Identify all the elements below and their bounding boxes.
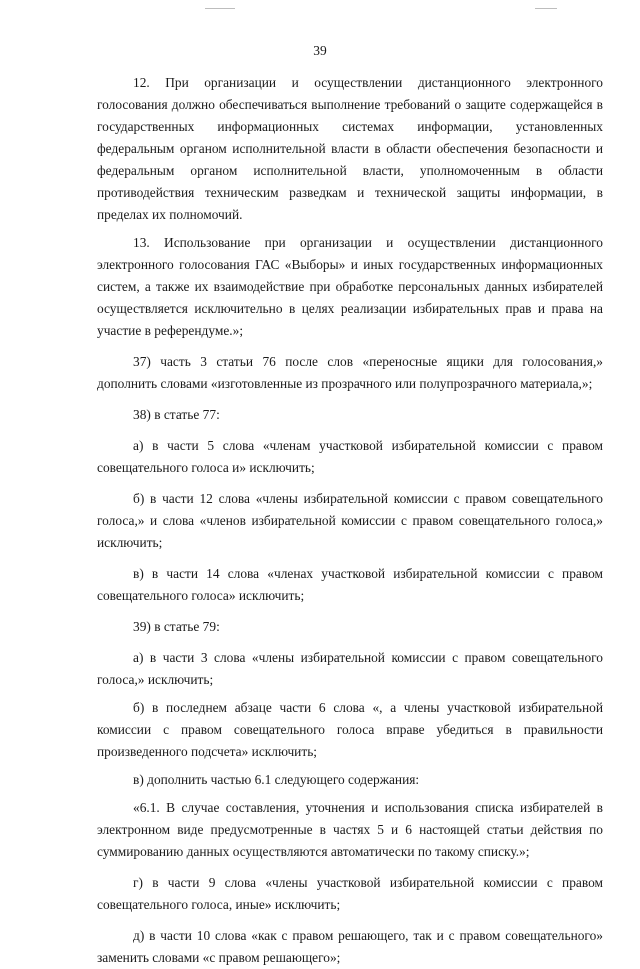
document-body <box>97 72 603 969</box>
paragraph-amendment-38: 38) в статье 77: <box>133 407 220 422</box>
paragraph-item-12: 12. При организации и осуществлении дистанционного электронного голосования должно обеспечиваться выполнение требований о защите содержащейся в государственных информационных системах информации, установленных федеральным органом исполнительной власти в области обеспечения безопасности и федеральным органом исполнительной власти, уполномоченным в области противодействия техническим разведкам и технической защиты информации, в пределах их полномочий. <box>97 75 603 222</box>
paragraph-quoted-6-1: «6.1. В случае составления, уточнения и использования списка избирателей в электронном виде предусмотренные в частях 5 и 6 настоящей статьи действия по суммированию данных осуществляются автоматически по такому списку.»; <box>97 800 603 859</box>
paragraph-subitem-39a: а) в части 3 слова «члены избирательной комиссии с правом совещательного голоса,» исключить; <box>97 650 603 687</box>
scan-artifact-mark <box>535 8 557 9</box>
paragraph-subitem-38b: б) в части 12 слова «члены избирательной комиссии с правом совещательного голоса,» и слова «членов избирательной комиссии с правом совещательного голоса,» исключить; <box>97 491 603 550</box>
paragraph-amendment-37: 37) часть 3 статьи 76 после слов «переносные ящики для голосования,» дополнить словами «изготовленные из прозрачного или полупрозрачного материала,»; <box>97 354 603 391</box>
scan-artifact-mark <box>205 8 235 9</box>
paragraph-subitem-39d: д) в части 10 слова «как с правом решающего, так и с правом совещательного» заменить словами «с правом решающего»; <box>97 928 603 965</box>
paragraph-subitem-39g: г) в части 9 слова «члены участковой избирательной комиссии с правом совещательного голоса, иные» исключить; <box>97 875 603 912</box>
page-number: 39 <box>313 43 327 58</box>
paragraph-subitem-39b: б) в последнем абзаце части 6 слова «, а члены участковой избирательной комиссии с правом совещательного голоса вправе убедиться в правильности произведенного подсчета» исключить; <box>97 700 603 759</box>
paragraph-subitem-38v: в) в части 14 слова «членах участковой избирательной комиссии с правом совещательного голоса» исключить; <box>97 566 603 603</box>
paragraph-subitem-39v: в) дополнить частью 6.1 следующего содержания: <box>133 772 420 787</box>
paragraph-subitem-38a: а) в части 5 слова «членам участковой избирательной комиссии с правом совещательного голоса и» исключить; <box>97 438 603 475</box>
paragraph-item-13: 13. Использование при организации и осуществлении дистанционного электронного голосования ГАС «Выборы» и иных государственных информационных систем, а также их взаимодействие при обработке персональных данных избирателей осуществляется исключительно в целях реализации избирательных прав и права на участие в референдуме.»; <box>97 235 603 338</box>
paragraph-amendment-39: 39) в статье 79: <box>133 619 220 634</box>
